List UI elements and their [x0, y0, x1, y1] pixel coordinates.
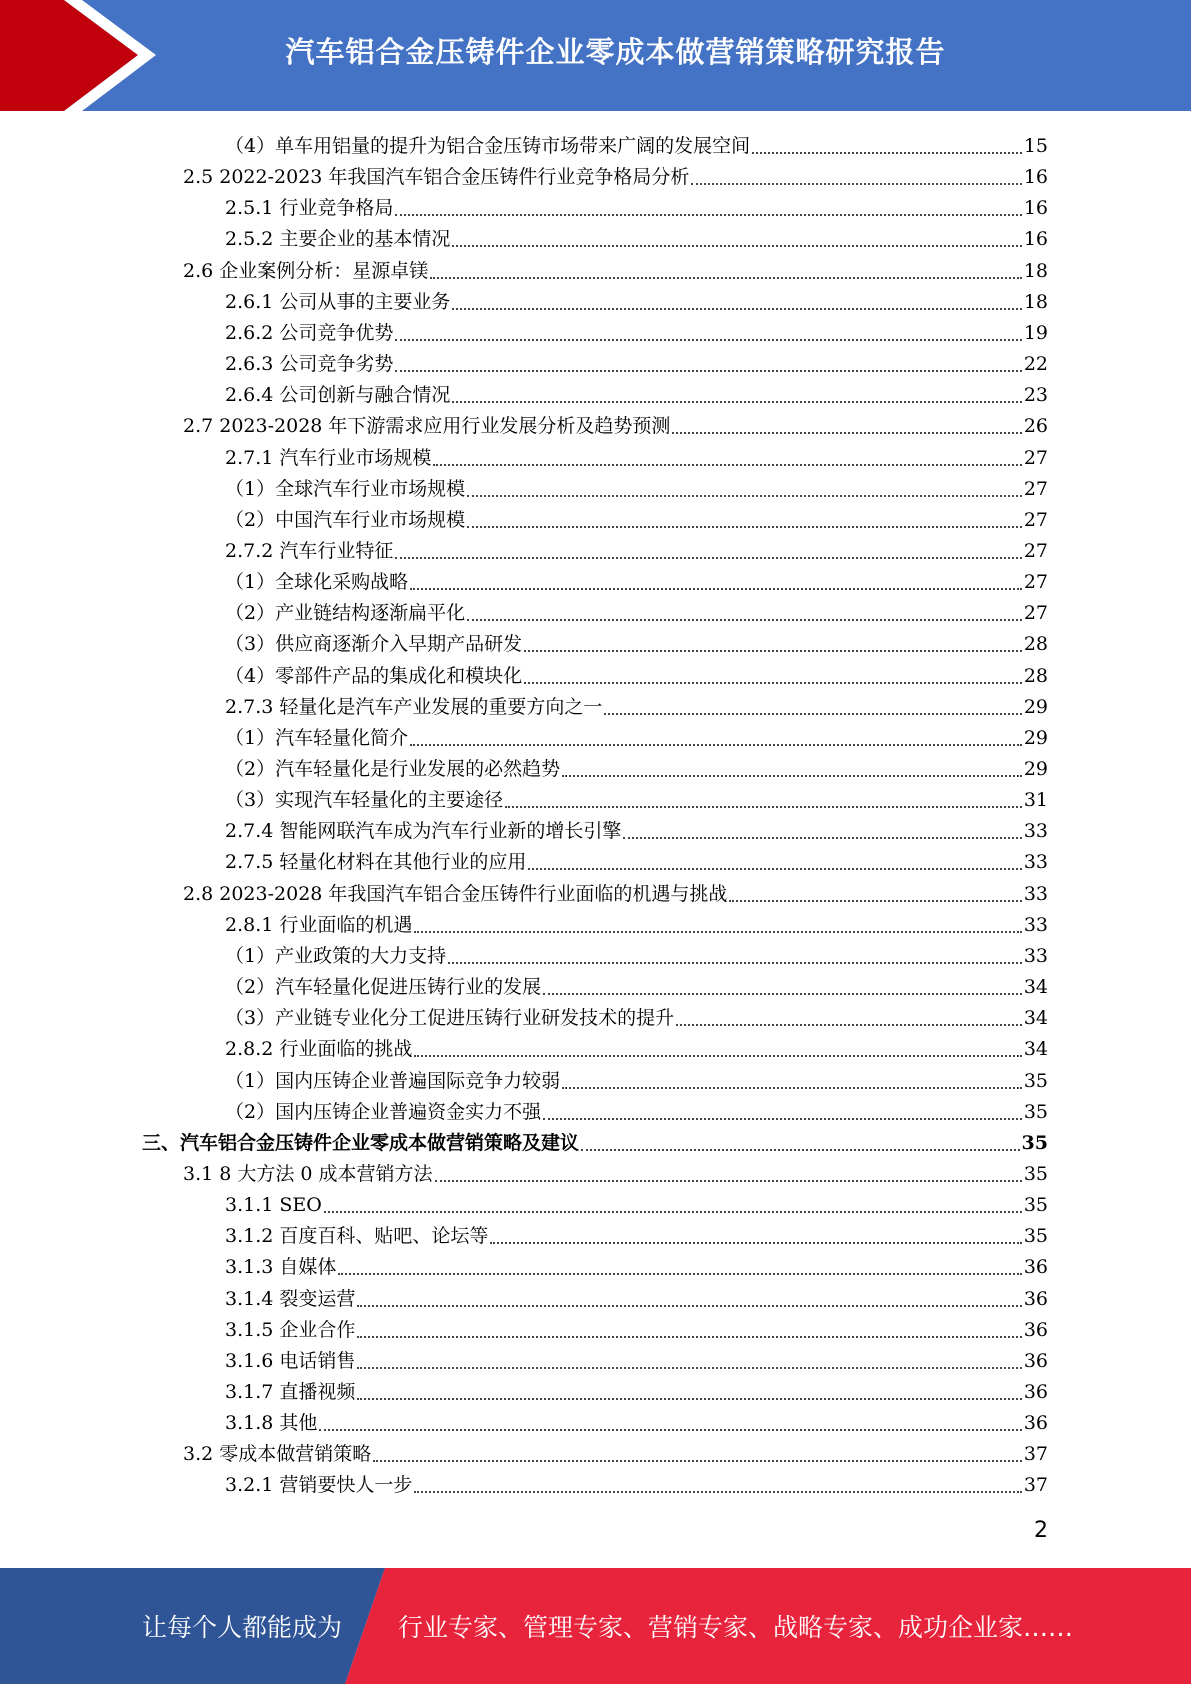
toc-leader-dots	[676, 1023, 1022, 1026]
toc-entry-page: 36	[1023, 1318, 1048, 1341]
toc-entry-page: 28	[1023, 633, 1048, 656]
toc-entry[interactable]	[183, 157, 1048, 188]
toc-leader-dots	[319, 1428, 1021, 1431]
toc-leader-dots	[430, 276, 1022, 279]
toc-leader-dots	[373, 1459, 1022, 1462]
toc-entry[interactable]	[225, 749, 1048, 780]
toc-entry-label: （2）国内压铸企业普遍资金实力不强	[225, 1100, 542, 1123]
toc-entry-page: 35	[1023, 1162, 1048, 1185]
toc-entry[interactable]	[225, 842, 1048, 873]
toc-entry-label: 2.7.5 轻量化材料在其他行业的应用	[225, 851, 527, 874]
toc-entry-page: 16	[1023, 228, 1048, 251]
toc-entry-label: 2.7.1 汽车行业市场规模	[225, 446, 432, 469]
toc-entry-label: 3.1.2 百度百科、贴吧、论坛等	[225, 1225, 489, 1248]
toc-entry-page: 33	[1023, 913, 1048, 936]
toc-entry[interactable]	[225, 1403, 1048, 1434]
toc-leader-dots	[414, 1054, 1021, 1057]
toc-entry-page: 27	[1023, 602, 1048, 625]
toc-leader-dots	[672, 431, 1021, 434]
page-number: 2	[1034, 1518, 1048, 1543]
toc-entry[interactable]	[225, 593, 1048, 624]
toc-leader-dots	[467, 494, 1022, 497]
toc-entry-label: 3.1.8 其他	[225, 1412, 318, 1435]
toc-leader-dots	[467, 525, 1022, 528]
toc-entry-label: （3）实现汽车轻量化的主要途径	[225, 789, 504, 812]
toc-leader-dots	[452, 400, 1021, 403]
toc-entry-page: 36	[1023, 1256, 1048, 1279]
page-footer	[0, 1568, 1191, 1684]
toc-entry-page: 29	[1023, 726, 1048, 749]
toc-entry-page: 15	[1023, 135, 1048, 157]
toc-leader-dots	[528, 867, 1021, 870]
toc-entry[interactable]	[225, 936, 1048, 967]
toc-entry[interactable]	[225, 624, 1048, 655]
toc-entry-page: 35	[1023, 1225, 1048, 1248]
toc-entry-page: 26	[1023, 415, 1048, 438]
toc-leader-dots	[338, 1272, 1021, 1275]
toc-entry-page: 23	[1023, 384, 1048, 407]
toc-leader-dots	[433, 463, 1021, 466]
toc-entry-label: 3.2 零成本做营销策略	[183, 1443, 372, 1466]
toc-leader-dots	[395, 338, 1021, 341]
toc-entry-page: 34	[1023, 1007, 1048, 1030]
toc-leader-dots	[395, 369, 1021, 372]
toc-entry-page: 36	[1023, 1349, 1048, 1372]
toc-entry[interactable]	[225, 562, 1048, 593]
toc-leader-dots	[410, 743, 1022, 746]
toc-entry-label: （2）产业链结构逐渐扁平化	[225, 602, 466, 625]
toc-entry[interactable]	[225, 282, 1048, 313]
toc-entry[interactable]	[183, 406, 1048, 437]
toc-leader-dots	[435, 1179, 1022, 1182]
toc-entry-page: 29	[1023, 758, 1048, 780]
toc-entry[interactable]	[225, 313, 1048, 344]
toc-entry-page: 18	[1023, 290, 1048, 313]
toc-leader-dots	[543, 1117, 1022, 1120]
toc-entry-page: 28	[1023, 664, 1048, 687]
toc-entry-label: 3.1.3 自媒体	[225, 1256, 337, 1279]
toc-entry-page: 18	[1023, 259, 1048, 282]
toc-entry-label: （4）零部件产品的集成化和模块化	[225, 664, 523, 687]
toc-entry-label: 2.8 2023-2028 年我国汽车铝合金压铸件行业面临的机遇与挑战	[183, 882, 728, 905]
toc-entry[interactable]	[225, 1372, 1048, 1403]
toc-entry-label: 2.7.4 智能网联汽车成为汽车行业新的增长引擎	[225, 820, 622, 843]
toc-entry-label: 三、汽车铝合金压铸件企业零成本做营销策略及建议	[142, 1131, 580, 1154]
toc-leader-dots	[562, 1086, 1022, 1089]
toc-entry[interactable]	[225, 469, 1048, 500]
toc-entry-label: （3）产业链专业化分工促进压铸行业研发技术的提升	[225, 1007, 675, 1030]
toc-entry-page: 19	[1023, 321, 1048, 344]
toc-entry[interactable]	[225, 718, 1048, 749]
toc-entry-label: （1）产业政策的大力支持	[225, 944, 447, 967]
toc-entry[interactable]	[225, 967, 1048, 998]
toc-entry-label: （1）汽车轻量化简介	[225, 726, 409, 749]
toc-leader-dots	[357, 1366, 1021, 1369]
toc-entry[interactable]	[225, 687, 1048, 718]
toc-entry-page: 36	[1023, 1412, 1048, 1435]
toc-leader-dots	[452, 244, 1021, 247]
toc-leader-dots	[581, 1148, 1020, 1151]
toc-entry[interactable]	[225, 219, 1048, 250]
toc-entry[interactable]	[225, 1341, 1048, 1372]
toc-entry-label: 3.2.1 营销要快人一步	[225, 1474, 413, 1497]
toc-entry-label: 2.6 企业案例分析：星源卓镁	[183, 259, 429, 282]
toc-leader-dots	[524, 681, 1022, 684]
page-header	[0, 0, 1191, 111]
toc-leader-dots	[604, 712, 1021, 715]
toc-entry[interactable]	[225, 1279, 1048, 1310]
toc-entry-page: 31	[1023, 789, 1048, 812]
toc-entry-page: 33	[1023, 944, 1048, 967]
toc-entry-label: 2.6.1 公司从事的主要业务	[225, 290, 451, 313]
toc-leader-dots	[752, 151, 1022, 154]
toc-entry-label: （1）全球化采购战略	[225, 571, 409, 594]
toc-entry[interactable]	[225, 1310, 1048, 1341]
toc-entry-page: 33	[1023, 851, 1048, 874]
toc-entry[interactable]	[225, 1061, 1048, 1092]
toc-entry-page: 27	[1023, 539, 1048, 562]
toc-leader-dots	[448, 961, 1022, 964]
toc-leader-dots	[524, 649, 1022, 652]
toc-entry-label: 2.6.3 公司竞争劣势	[225, 353, 394, 376]
footer-slogan-left: 让每个人都能成为	[142, 1613, 343, 1642]
toc-entry-label: （2）中国汽车行业市场规模	[225, 508, 466, 531]
toc-entry[interactable]	[225, 438, 1048, 469]
toc-leader-dots	[414, 1490, 1021, 1493]
toc-entry-page: 27	[1023, 508, 1048, 531]
report-title: 汽车铝合金压铸件企业零成本做营销策略研究报告	[285, 34, 946, 69]
toc-entry-page: 35	[1023, 1100, 1048, 1123]
toc-leader-dots	[623, 836, 1021, 839]
toc-entry-label: 2.7 2023-2028 年下游需求应用行业发展分析及趋势预测	[183, 415, 671, 438]
toc-leader-dots	[395, 556, 1021, 559]
toc-entry-page: 34	[1023, 976, 1048, 999]
toc-entry[interactable]	[225, 1465, 1048, 1496]
toc-leader-dots	[324, 1210, 1022, 1213]
toc-entry[interactable]	[225, 1092, 1048, 1123]
toc-leader-dots	[543, 992, 1022, 995]
toc-entry-label: （4）单车用铝量的提升为铝合金压铸市场带来广阔的发展空间	[225, 135, 751, 157]
toc-leader-dots	[357, 1304, 1021, 1307]
toc-leader-dots	[490, 1241, 1021, 1244]
toc-entry-label: 2.7.3 轻量化是汽车产业发展的重要方向之一	[225, 695, 603, 718]
toc-entry[interactable]	[225, 780, 1048, 811]
toc-entry-label: 2.8.1 行业面临的机遇	[225, 913, 413, 936]
toc-entry[interactable]	[225, 500, 1048, 531]
toc-entry[interactable]	[225, 1216, 1048, 1247]
toc-entry[interactable]	[142, 1123, 1048, 1154]
toc-entry-page: 35	[1021, 1131, 1048, 1154]
toc-entry[interactable]	[225, 1247, 1048, 1278]
toc-leader-dots	[505, 805, 1022, 808]
toc-entry[interactable]	[183, 1154, 1048, 1185]
toc-entry-label: 3.1.7 直播视频	[225, 1381, 356, 1403]
toc-entry-label: （1）国内压铸企业普遍国际竞争力较弱	[225, 1069, 561, 1092]
toc-entry-page: 37	[1023, 1443, 1048, 1466]
toc-entry-page: 34	[1023, 1038, 1048, 1061]
toc-leader-dots	[467, 618, 1022, 621]
toc-entry-page: 35	[1023, 1194, 1048, 1217]
toc-entry-label: 3.1 8 大方法 0 成本营销方法	[183, 1162, 433, 1185]
toc-entry[interactable]	[225, 375, 1048, 406]
toc-entry-label: 2.6.2 公司竞争优势	[225, 321, 394, 344]
toc-leader-dots	[414, 930, 1021, 933]
toc-entry-page: 33	[1023, 820, 1048, 843]
toc-entry-label: 2.5.1 行业竞争格局	[225, 197, 394, 220]
toc-entry-page: 33	[1023, 882, 1048, 905]
footer-slogan-right: 行业专家、管理专家、营销专家、战略专家、成功企业家……	[398, 1613, 1074, 1642]
toc-entry[interactable]	[225, 531, 1048, 562]
toc-entry-label: （2）汽车轻量化促进压铸行业的发展	[225, 976, 542, 999]
toc-entry[interactable]	[225, 656, 1048, 687]
toc-leader-dots	[452, 307, 1021, 310]
toc-leader-dots	[410, 587, 1022, 590]
toc-leader-dots	[729, 899, 1021, 902]
toc-entry-label: 2.5.2 主要企业的基本情况	[225, 228, 451, 251]
toc-entry[interactable]	[225, 1185, 1048, 1216]
toc-entry-label: 2.6.4 公司创新与融合情况	[225, 384, 451, 407]
toc-entry-page: 22	[1023, 353, 1048, 376]
toc-entry-page: 27	[1023, 446, 1048, 469]
toc-entry-page: 36	[1023, 1381, 1048, 1403]
toc-entry[interactable]	[225, 905, 1048, 936]
toc-entry-label: （2）汽车轻量化是行业发展的必然趋势	[225, 758, 561, 780]
toc-entry[interactable]	[225, 344, 1048, 375]
toc-entry-label: 2.8.2 行业面临的挑战	[225, 1038, 413, 1061]
toc-entry-page: 16	[1023, 166, 1048, 189]
toc-entry-page: 27	[1023, 571, 1048, 594]
toc-entry[interactable]	[225, 811, 1048, 842]
toc-entry-page: 37	[1023, 1474, 1048, 1497]
toc-entry[interactable]	[183, 874, 1048, 905]
toc-entry-page: 35	[1023, 1069, 1048, 1092]
toc-leader-dots	[691, 182, 1021, 185]
toc-entry-label: 3.1.5 企业合作	[225, 1318, 356, 1341]
toc-entry-page: 36	[1023, 1287, 1048, 1310]
toc-entry-label: 2.5 2022-2023 年我国汽车铝合金压铸件行业竞争格局分析	[183, 166, 690, 189]
toc-entry-label: 3.1.4 裂变运营	[225, 1287, 356, 1310]
toc-entry-label: 3.1.6 电话销售	[225, 1349, 356, 1372]
toc-leader-dots	[357, 1335, 1021, 1338]
toc-entry[interactable]	[183, 1434, 1048, 1465]
toc-entry-label: （3）供应商逐渐介入早期产品研发	[225, 633, 523, 656]
toc-entry[interactable]	[225, 998, 1048, 1029]
toc-entry-label: 3.1.1 SEO	[225, 1194, 322, 1217]
toc-leader-dots	[357, 1397, 1021, 1400]
toc-entry[interactable]	[225, 1029, 1048, 1060]
toc-entry[interactable]	[225, 126, 1048, 157]
toc-entry-page: 27	[1023, 477, 1048, 500]
toc-entry[interactable]	[225, 188, 1048, 219]
toc-leader-dots	[395, 213, 1021, 216]
toc-entry-label: 2.7.2 汽车行业特征	[225, 539, 394, 562]
toc-entry-page: 29	[1023, 695, 1048, 718]
toc-leader-dots	[562, 774, 1022, 777]
toc-entry-page: 16	[1023, 197, 1048, 220]
toc-entry[interactable]	[183, 251, 1048, 282]
toc-entry-label: （1）全球汽车行业市场规模	[225, 477, 466, 500]
